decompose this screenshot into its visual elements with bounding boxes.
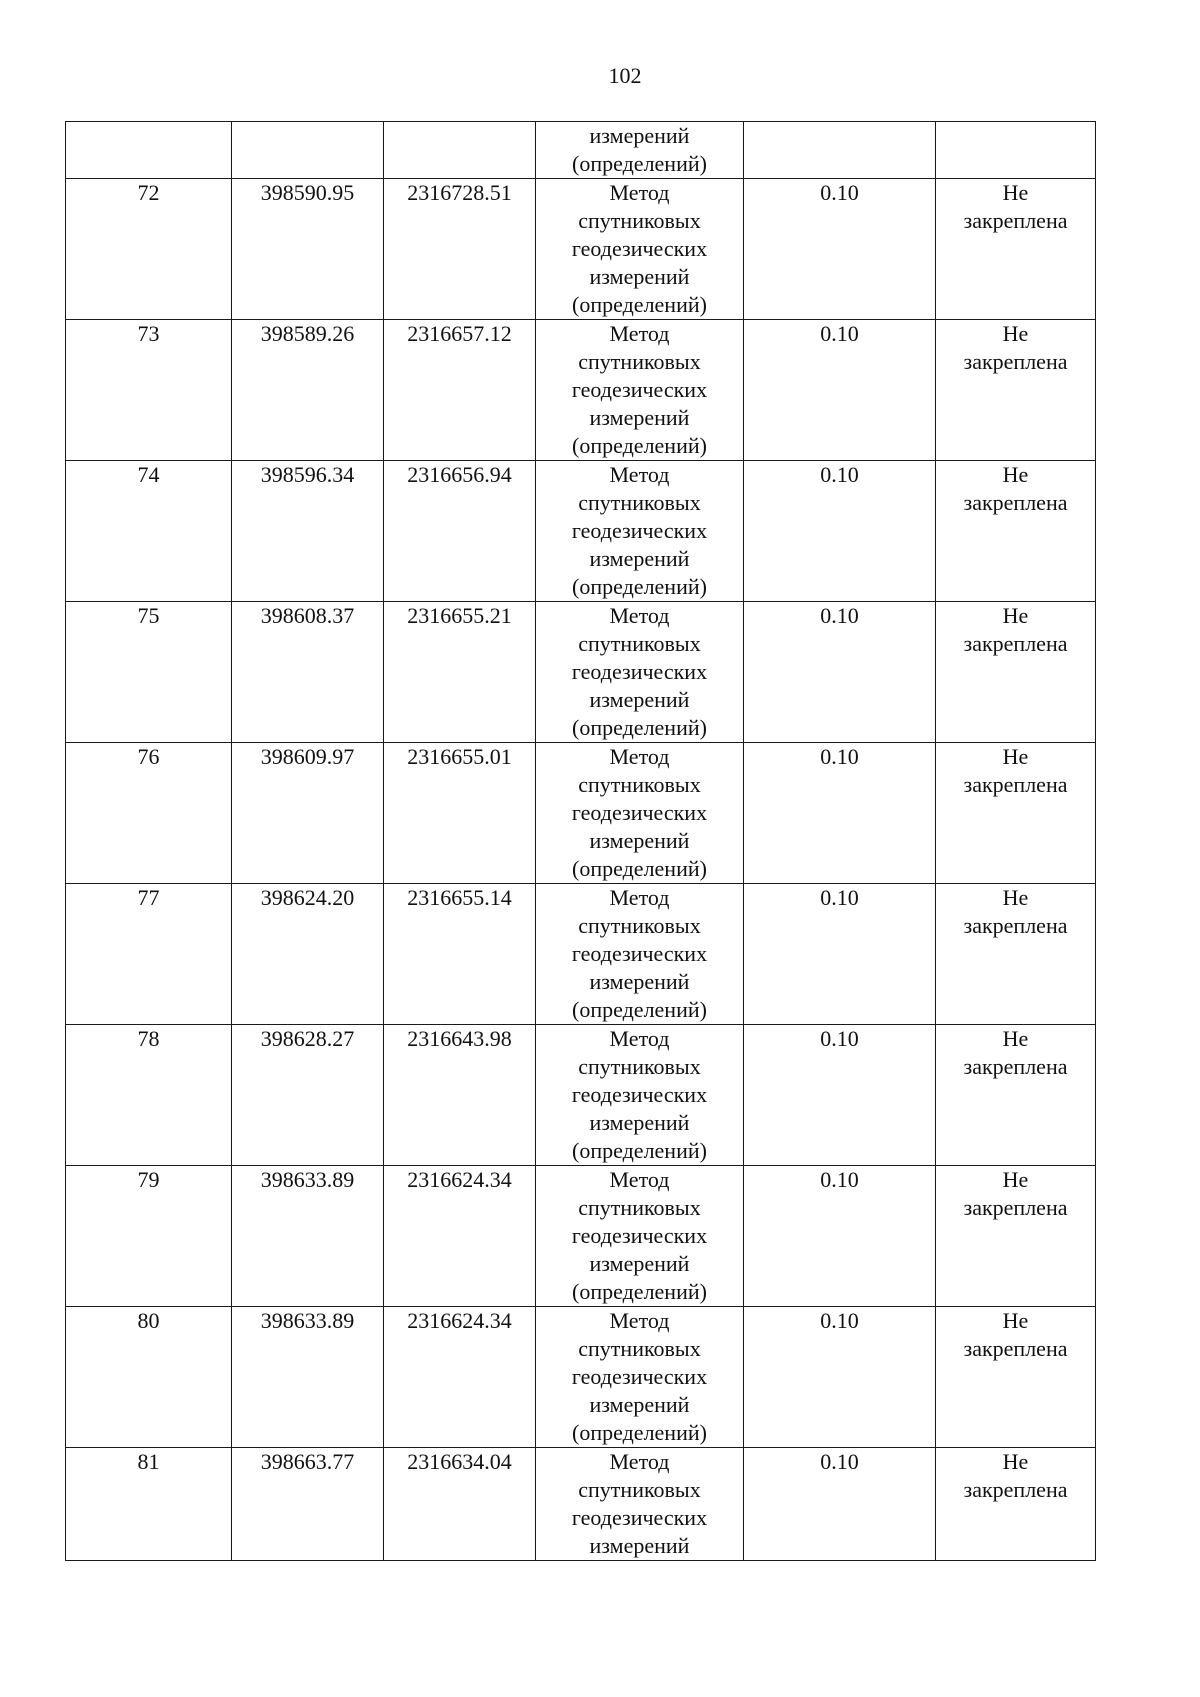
fixing-line: Не bbox=[1002, 462, 1029, 487]
point-number-cell bbox=[66, 179, 232, 320]
method-cell bbox=[536, 1307, 744, 1448]
x-coordinate-cell-text: 398628.27 bbox=[260, 1026, 355, 1051]
method-line: (определений) bbox=[572, 151, 707, 176]
page-number: 102 bbox=[608, 63, 642, 88]
method-line: спутниковых bbox=[578, 1477, 701, 1502]
fixing-line: Не bbox=[1002, 744, 1029, 769]
fixing-line: закреплена bbox=[963, 490, 1068, 515]
point-number-cell bbox=[66, 1025, 232, 1166]
method-cell bbox=[536, 179, 744, 320]
x-coordinate-cell-text: 398624.20 bbox=[260, 885, 355, 910]
point-number-cell bbox=[66, 602, 232, 743]
method-line: геодезических bbox=[571, 941, 708, 966]
table-row bbox=[66, 1448, 1096, 1561]
fixing-line: закреплена bbox=[963, 913, 1068, 938]
method-line: (определений) bbox=[572, 1420, 707, 1445]
method-line: геодезических bbox=[571, 1223, 708, 1248]
y-coordinate-cell bbox=[384, 1307, 536, 1448]
method-cell bbox=[536, 1025, 744, 1166]
fixing-line: Не bbox=[1002, 1167, 1029, 1192]
y-coordinate-cell-text: 2316624.34 bbox=[407, 1308, 512, 1333]
x-coordinate-cell bbox=[232, 1448, 384, 1561]
fixing-line: закреплена bbox=[963, 631, 1068, 656]
accuracy-cell bbox=[744, 743, 936, 884]
fixing-cell bbox=[936, 179, 1096, 320]
fixing-line: Не bbox=[1002, 1026, 1029, 1051]
method-line: геодезических bbox=[571, 659, 708, 684]
method-cell bbox=[536, 1448, 744, 1561]
fixing-cell bbox=[936, 1307, 1096, 1448]
method-line: (определений) bbox=[572, 997, 707, 1022]
point-number-cell-text: 73 bbox=[137, 321, 160, 346]
fixing-line: закреплена bbox=[963, 772, 1068, 797]
fixing-line: Не bbox=[1002, 180, 1029, 205]
method-line: измерений bbox=[589, 1251, 690, 1276]
method-line: измерений bbox=[589, 1392, 690, 1417]
fixing-cell bbox=[936, 461, 1096, 602]
point-number-cell-text: 79 bbox=[137, 1167, 160, 1192]
fixing-cell bbox=[936, 1448, 1096, 1561]
method-line: измерений bbox=[589, 828, 690, 853]
fixing-cell bbox=[936, 320, 1096, 461]
fixing-line: Не bbox=[1002, 321, 1029, 346]
method-cell bbox=[536, 884, 744, 1025]
x-coordinate-cell bbox=[232, 179, 384, 320]
boundary-points-table bbox=[65, 121, 1096, 1561]
fixing-line: закреплена bbox=[963, 349, 1068, 374]
point-number-cell bbox=[66, 1307, 232, 1448]
accuracy-cell bbox=[744, 602, 936, 743]
accuracy-cell bbox=[744, 320, 936, 461]
table-row bbox=[66, 179, 1096, 320]
fixing-cell bbox=[936, 1025, 1096, 1166]
accuracy-cell bbox=[744, 1448, 936, 1561]
point-number-cell-text: 74 bbox=[137, 462, 160, 487]
point-number-cell-text: 77 bbox=[137, 885, 160, 910]
method-line: (определений) bbox=[572, 715, 707, 740]
y-coordinate-cell bbox=[384, 884, 536, 1025]
y-coordinate-cell-text: 2316728.51 bbox=[407, 180, 512, 205]
method-line: Метод bbox=[609, 603, 670, 628]
fixing-line: закреплена bbox=[963, 1477, 1068, 1502]
table-row bbox=[66, 743, 1096, 884]
method-line: (определений) bbox=[572, 433, 707, 458]
table-row bbox=[66, 602, 1096, 743]
accuracy-cell-text: 0.10 bbox=[820, 1449, 859, 1474]
method-line: измерений bbox=[589, 969, 690, 994]
x-coordinate-cell-text: 398663.77 bbox=[260, 1449, 355, 1474]
method-line: (определений) bbox=[572, 574, 707, 599]
accuracy-cell bbox=[744, 461, 936, 602]
accuracy-cell-text: 0.10 bbox=[820, 744, 859, 769]
table-row bbox=[66, 1025, 1096, 1166]
method-line: геодезических bbox=[571, 1364, 708, 1389]
y-coordinate-cell bbox=[384, 1448, 536, 1561]
method-cell bbox=[536, 743, 744, 884]
method-line: (определений) bbox=[572, 856, 707, 881]
method-line: измерений bbox=[589, 687, 690, 712]
method-line: измерений bbox=[589, 1533, 690, 1558]
y-coordinate-cell bbox=[384, 1166, 536, 1307]
accuracy-cell bbox=[744, 1307, 936, 1448]
point-number-cell bbox=[66, 1166, 232, 1307]
x-coordinate-cell-text: 398633.89 bbox=[260, 1167, 355, 1192]
y-coordinate-cell-text: 2316643.98 bbox=[407, 1026, 512, 1051]
y-coordinate-cell-text: 2316655.21 bbox=[407, 603, 512, 628]
fixing-line: закреплена bbox=[963, 1054, 1068, 1079]
accuracy-cell-text: 0.10 bbox=[820, 885, 859, 910]
method-line: геодезических bbox=[571, 1505, 708, 1530]
table-row bbox=[66, 320, 1096, 461]
accuracy-cell bbox=[744, 884, 936, 1025]
table-row bbox=[66, 1166, 1096, 1307]
x-coordinate-cell bbox=[232, 320, 384, 461]
y-coordinate-cell bbox=[384, 320, 536, 461]
fixing-line: Не bbox=[1002, 1308, 1029, 1333]
method-line: Метод bbox=[609, 1026, 670, 1051]
method-cell bbox=[536, 461, 744, 602]
accuracy-cell bbox=[744, 1166, 936, 1307]
method-line: измерений bbox=[589, 546, 690, 571]
point-number-cell-text: 81 bbox=[137, 1449, 160, 1474]
point-cell bbox=[66, 122, 232, 179]
point-number-cell-text: 78 bbox=[137, 1026, 160, 1051]
fixing-cell bbox=[936, 602, 1096, 743]
fixing-cell bbox=[936, 743, 1096, 884]
method-line: (определений) bbox=[572, 1138, 707, 1163]
accuracy-cell-text: 0.10 bbox=[820, 180, 859, 205]
point-number-cell bbox=[66, 743, 232, 884]
x-coordinate-cell bbox=[232, 1166, 384, 1307]
y-coordinate-cell bbox=[384, 1025, 536, 1166]
x-coordinate-cell bbox=[232, 743, 384, 884]
table-body bbox=[66, 122, 1096, 1561]
method-line: геодезических bbox=[571, 236, 708, 261]
y-coordinate-cell-text: 2316655.14 bbox=[407, 885, 512, 910]
method-line: измерений bbox=[589, 1110, 690, 1135]
y-coordinate-cell bbox=[384, 179, 536, 320]
accuracy-cell-text: 0.10 bbox=[820, 603, 859, 628]
method-cell bbox=[536, 602, 744, 743]
fixing-line: Не bbox=[1002, 1449, 1029, 1474]
method-line: спутниковых bbox=[578, 1195, 701, 1220]
x-coordinate-cell bbox=[232, 884, 384, 1025]
method-line: Метод bbox=[609, 744, 670, 769]
y-coordinate-cell bbox=[384, 461, 536, 602]
method-line: спутниковых bbox=[578, 1054, 701, 1079]
method-line: (определений) bbox=[572, 292, 707, 317]
fixing-line: закреплена bbox=[963, 208, 1068, 233]
accuracy-cell-text: 0.10 bbox=[820, 1167, 859, 1192]
point-number-cell bbox=[66, 1448, 232, 1561]
fixing-line: Не bbox=[1002, 885, 1029, 910]
point-number-cell-text: 80 bbox=[137, 1308, 160, 1333]
y-coordinate-cell-text: 2316624.34 bbox=[407, 1167, 512, 1192]
method-line: измерений bbox=[589, 123, 690, 148]
accuracy-cell bbox=[744, 122, 936, 179]
method-line: геодезических bbox=[571, 1082, 708, 1107]
fixing-line: закреплена bbox=[963, 1336, 1068, 1361]
method-line: Метод bbox=[609, 462, 670, 487]
fixing-cell bbox=[936, 884, 1096, 1025]
method-line: (определений) bbox=[572, 1279, 707, 1304]
table-row bbox=[66, 1307, 1096, 1448]
accuracy-cell-text: 0.10 bbox=[820, 1308, 859, 1333]
method-cell bbox=[536, 320, 744, 461]
fixing-line: закреплена bbox=[963, 1195, 1068, 1220]
method-line: спутниковых bbox=[578, 490, 701, 515]
method-line: спутниковых bbox=[578, 631, 701, 656]
accuracy-cell bbox=[744, 179, 936, 320]
x-coordinate-cell-text: 398608.37 bbox=[260, 603, 355, 628]
accuracy-cell-text: 0.10 bbox=[820, 1026, 859, 1051]
table-row bbox=[66, 461, 1096, 602]
method-line: спутниковых bbox=[578, 349, 701, 374]
point-number-cell bbox=[66, 884, 232, 1025]
method-cell bbox=[536, 122, 744, 179]
method-line: Метод bbox=[609, 1449, 670, 1474]
method-line: спутниковых bbox=[578, 208, 701, 233]
fixing-line: Не bbox=[1002, 603, 1029, 628]
x-cell bbox=[232, 122, 384, 179]
method-line: геодезических bbox=[571, 800, 708, 825]
accuracy-cell-text: 0.10 bbox=[820, 321, 859, 346]
fixing-cell bbox=[936, 1166, 1096, 1307]
point-number-cell bbox=[66, 320, 232, 461]
x-coordinate-cell bbox=[232, 1307, 384, 1448]
x-coordinate-cell bbox=[232, 1025, 384, 1166]
method-line: Метод bbox=[609, 885, 670, 910]
x-coordinate-cell-text: 398596.34 bbox=[260, 462, 355, 487]
accuracy-cell bbox=[744, 1025, 936, 1166]
method-line: геодезических bbox=[571, 377, 708, 402]
method-line: измерений bbox=[589, 405, 690, 430]
accuracy-cell-text: 0.10 bbox=[820, 462, 859, 487]
y-coordinate-cell-text: 2316656.94 bbox=[407, 462, 512, 487]
method-line: Метод bbox=[609, 1167, 670, 1192]
method-line: Метод bbox=[609, 321, 670, 346]
method-line: Метод bbox=[609, 180, 670, 205]
x-coordinate-cell-text: 398609.97 bbox=[260, 744, 355, 769]
method-line: измерений bbox=[589, 264, 690, 289]
method-line: Метод bbox=[609, 1308, 670, 1333]
y-coordinate-cell-text: 2316634.04 bbox=[407, 1449, 512, 1474]
method-line: спутниковых bbox=[578, 772, 701, 797]
x-coordinate-cell-text: 398589.26 bbox=[260, 321, 355, 346]
y-cell bbox=[384, 122, 536, 179]
x-coordinate-cell-text: 398633.89 bbox=[260, 1308, 355, 1333]
point-number-cell-text: 76 bbox=[137, 744, 160, 769]
y-coordinate-cell bbox=[384, 602, 536, 743]
y-coordinate-cell bbox=[384, 743, 536, 884]
point-number-cell-text: 75 bbox=[137, 603, 160, 628]
fixing-cell bbox=[936, 122, 1096, 179]
table-row bbox=[66, 884, 1096, 1025]
method-line: спутниковых bbox=[578, 913, 701, 938]
x-coordinate-cell bbox=[232, 602, 384, 743]
y-coordinate-cell-text: 2316655.01 bbox=[407, 744, 512, 769]
x-coordinate-cell-text: 398590.95 bbox=[260, 180, 355, 205]
x-coordinate-cell bbox=[232, 461, 384, 602]
point-number-cell bbox=[66, 461, 232, 602]
table-row-continuation bbox=[66, 122, 1096, 179]
y-coordinate-cell-text: 2316657.12 bbox=[407, 321, 512, 346]
method-line: спутниковых bbox=[578, 1336, 701, 1361]
method-line: геодезических bbox=[571, 518, 708, 543]
method-cell bbox=[536, 1166, 744, 1307]
point-number-cell-text: 72 bbox=[137, 180, 160, 205]
